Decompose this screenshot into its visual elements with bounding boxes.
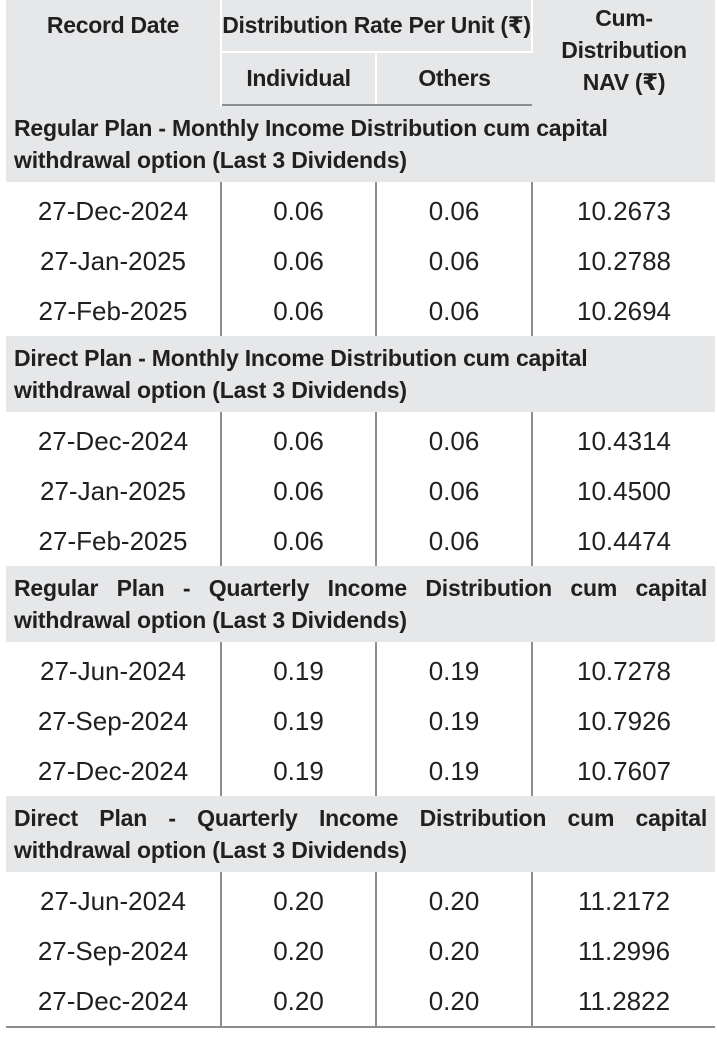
table-row bbox=[6, 976, 715, 1027]
individual-rate-cell: 0.06 bbox=[221, 466, 376, 516]
record-date-cell: 27-Dec-2024 bbox=[6, 976, 221, 1027]
individual-rate-cell: 0.06 bbox=[221, 286, 376, 336]
others-rate-cell: 0.20 bbox=[376, 926, 532, 976]
others-header: Others bbox=[376, 52, 532, 105]
section-title: Direct Plan - Monthly Income Distribution cum capital withdrawal option (Last 3 Dividends) bbox=[6, 336, 715, 412]
individual-rate-cell: 0.20 bbox=[221, 976, 376, 1027]
record-date-cell: 27-Dec-2024 bbox=[6, 412, 221, 466]
section-title: Direct Plan - Quarterly Income Distribution cum capital withdrawal option (Last 3 Dividends) bbox=[6, 796, 715, 872]
nav-cell: 10.4314 bbox=[577, 425, 671, 456]
nav-cell: 11.2172 bbox=[577, 885, 671, 916]
nav-cell: 10.7278 bbox=[577, 655, 671, 686]
table-row bbox=[6, 516, 715, 566]
table-row bbox=[6, 872, 715, 926]
nav-cell: 10.2673 bbox=[577, 195, 671, 226]
others-rate-cell: 0.06 bbox=[376, 466, 532, 516]
record-date-cell: 27-Jan-2025 bbox=[6, 466, 221, 516]
distribution-table bbox=[6, 0, 715, 1028]
header-row bbox=[6, 0, 715, 52]
individual-header: Individual bbox=[221, 52, 376, 105]
others-rate-cell: 0.20 bbox=[376, 976, 532, 1027]
nav-cell: 10.7926 bbox=[577, 705, 671, 736]
record-date-cell: 27-Feb-2025 bbox=[6, 516, 221, 566]
individual-rate-cell: 0.19 bbox=[221, 696, 376, 746]
section-header-row bbox=[6, 796, 715, 872]
others-rate-cell: 0.06 bbox=[376, 182, 532, 236]
section-header-row bbox=[6, 566, 715, 642]
record-date-cell: 27-Dec-2024 bbox=[6, 182, 221, 236]
individual-rate-cell: 0.06 bbox=[221, 516, 376, 566]
cum-nav-header bbox=[532, 0, 715, 105]
table-row bbox=[6, 412, 715, 466]
nav-cell: 11.2822 bbox=[532, 976, 715, 1027]
cum-nav-header-line1: Cum-Distribution bbox=[561, 5, 687, 63]
individual-rate-cell: 0.20 bbox=[221, 926, 376, 976]
table-row bbox=[6, 746, 715, 796]
others-rate-cell: 0.06 bbox=[376, 286, 532, 336]
individual-rate-cell: 0.19 bbox=[221, 746, 376, 796]
record-date-cell: 27-Jun-2024 bbox=[6, 642, 221, 696]
table-row bbox=[6, 236, 715, 286]
table-row bbox=[6, 696, 715, 746]
others-rate-cell: 0.19 bbox=[376, 746, 532, 796]
table-row bbox=[6, 286, 715, 336]
nav-cell: 10.4474 bbox=[577, 525, 671, 556]
table-row bbox=[6, 926, 715, 976]
section-title: Regular Plan - Monthly Income Distribution cum capital withdrawal option (Last 3 Dividends) bbox=[6, 105, 715, 182]
record-date-header: Record Date bbox=[6, 0, 221, 105]
record-date-cell: 27-Jan-2025 bbox=[6, 236, 221, 286]
others-rate-cell: 0.20 bbox=[376, 872, 532, 926]
table-row bbox=[6, 642, 715, 696]
others-rate-cell: 0.19 bbox=[376, 696, 532, 746]
individual-rate-cell: 0.20 bbox=[221, 872, 376, 926]
others-rate-cell: 0.19 bbox=[376, 642, 532, 696]
others-rate-cell: 0.06 bbox=[376, 516, 532, 566]
cum-nav-header-line2: NAV (₹) bbox=[582, 69, 666, 95]
nav-cell: 10.2694 bbox=[577, 295, 671, 326]
section-title: Regular Plan - Quarterly Income Distribution cum capital withdrawal option (Last 3 Dividends) bbox=[6, 566, 715, 642]
others-rate-cell: 0.06 bbox=[376, 412, 532, 466]
record-date-cell: 27-Sep-2024 bbox=[6, 926, 221, 976]
individual-rate-cell: 0.06 bbox=[221, 182, 376, 236]
section-header-row bbox=[6, 336, 715, 412]
nav-cell: 10.7607 bbox=[577, 755, 671, 786]
record-date-cell: 27-Jun-2024 bbox=[6, 872, 221, 926]
others-rate-cell: 0.06 bbox=[376, 236, 532, 286]
section-header-row bbox=[6, 105, 715, 182]
table-row bbox=[6, 182, 715, 236]
record-date-cell: 27-Sep-2024 bbox=[6, 696, 221, 746]
nav-cell: 11.2996 bbox=[577, 935, 671, 966]
nav-cell: 10.2788 bbox=[577, 245, 671, 276]
individual-rate-cell: 0.06 bbox=[221, 236, 376, 286]
record-date-cell: 27-Dec-2024 bbox=[6, 746, 221, 796]
individual-rate-cell: 0.06 bbox=[221, 412, 376, 466]
table-row bbox=[6, 466, 715, 516]
nav-cell: 10.4500 bbox=[577, 475, 671, 506]
individual-rate-cell: 0.19 bbox=[221, 642, 376, 696]
record-date-cell: 27-Feb-2025 bbox=[6, 286, 221, 336]
distribution-rate-header: Distribution Rate Per Unit (₹) bbox=[221, 0, 532, 52]
